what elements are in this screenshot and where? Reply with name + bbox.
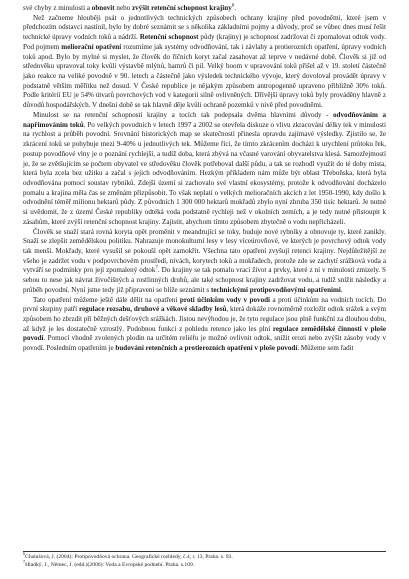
bold-term: zvýšit retenční schopnost krajiny	[131, 4, 232, 12]
paragraph-drainage-straightening	[23, 111, 386, 228]
footnote-number: 6	[23, 551, 26, 557]
footnote	[23, 553, 386, 561]
text-run: . Do krajiny se tak pomalu vrací život a prvky, které z ní v minulosti zmizely. S sebou to nese jak návrat živočišných a rostlinných druhů, ale také schopnost krajiny zadržovat vodu, a tudíž snížit následky a průběh povodní. Nyní jsme tedy již připraveni se blíže seznámit s	[23, 266, 386, 294]
bold-term: obnovit	[91, 4, 115, 12]
text-run: své chyby z minulosti a	[23, 4, 92, 12]
text-run: .	[234, 4, 237, 12]
bold-term: odvodňováním a napřimováním toků	[23, 110, 387, 129]
bold-term: meliorační opatření	[61, 42, 122, 51]
paragraph-restoration-measures	[23, 228, 386, 296]
text-run: . Pomocí vhodně zvolených plodin na určitém reliéfu je možné ovlivnit odtok, snížit erozi nebo zvýšit zásoby vody v povodí. Posledním opatřením je	[23, 334, 386, 353]
text-run: , která dokáže rovnoměrně rozložit odtok srážek a svým způsobem ho zbrzdit při běžných dešťových srážkách. Jistou nevýhodou je, že tyto regulace jsou plně funkční za dlouhou dobu, až když je les dostatečně vzrostlý. Podobnou funkci z pohledu retence jako les plní	[23, 305, 386, 333]
footnotes	[23, 551, 386, 569]
bold-term: proti účinkům vody v povodí	[179, 295, 271, 304]
footnote-text: Chalušová, J. (2004): Protipovodňová ochrana. Geografické rozhledy, č.4, r. 13, Praha. s. 93.	[25, 554, 233, 560]
bold-term: regulace zemědělské činnosti v ploše povodí	[23, 324, 386, 343]
bold-term: regulace rozsahu, druhové a věkové skladby lesů	[79, 305, 227, 314]
text-run: a proti účinkům na vodních tocích. Do první skupiny patří	[23, 295, 386, 314]
text-run: Tato opatření můžeme ještě dále dělit na opatření	[33, 295, 180, 304]
paragraph-retention-definitions	[23, 14, 386, 111]
text-run: . Po velkých povodních v letech 1997 a 2002 se otevřela diskuze o vlivu zkracování délky tek v minulosti na rychlost a průběh povodní. Srovnání historických map se skutečností přinesla opravdu zajímavé výsledky. Zjistilo se, že zkrácení toků se pohybuje mezi 9-40% u jednotlivých tek. Můžeme říci, že tímto zkrácením docházi k urychlení průtoku řek, postup povodňové vlny je o poznání rychlejší, a tudíž doba, která zbývá na včasné varování obyvatelstva klesá. Samozřejmostí je, že se zvětšujícím se počtem obyvatel ve středověku člověk potřeboval další půdu, a tak se rozhodl využít do té doby místa, která byla zcela bez užitku a začal s jejich odvodňováním. Hezkým příkladem nám může být oblast Třeboňska, která byla odvodňována pomocí soustav rybníků. Zdejší území si zachovalo své vlastní ekosystémy, protože k odvodňování docházelo pomalu a krajina měla čas se změnám přizpůsobit. To však neplatí o velkých melioračních akcích z let 1950-1990, kdy došlo k odvodnění téměř milionu hektarů půdy. Z původních 1 300 000 hektarů mokřadů zbylo nyní zhruba 350 tisíc hektarů. Je nutné si uvědomit, že z území České republiky odtéká voda podstatně rychleji než v okolních zemích, a je tedy nutné přistoupit k zásahům, které zvýší retenční schopnost krajiny. Zajistit, abychom tímto způsobem zbytečně o vodu nepřicházeli.	[23, 120, 386, 226]
bold-term: budování retenčních a protierozních opatření v ploše povodí	[115, 344, 298, 353]
bold-term: technickými protipovodňovými opatřeními	[210, 285, 341, 294]
paragraph-catchment-measures	[23, 296, 386, 354]
footnote-number: 7	[23, 559, 26, 565]
paragraph-intro-end	[23, 4, 386, 14]
footnote-text: Hladký, J., Němec, J. (edd.)(2006): Voda a Evropské podnebí. Praha. s.109.	[25, 562, 195, 569]
bold-term: Retenční schopnost	[139, 33, 199, 42]
text-run: Minulost se na retenční schopnosti krajiny a tocích tak podepsala dvěma hlavními důvody -	[33, 110, 333, 119]
footnote-ref: 6	[231, 3, 235, 9]
footnote	[23, 561, 386, 569]
text-run: Člověk se snaží stará rovná koryta opět proměnit v meandrující se toky, buduje nové rybníky a obnovuje ty, které zanikly. Snaží se zlepšit zemědělskou politiku. Nahrazuje monokulturní lesy v lesy víceúrovňové, ve kterých je povrchový odtok vody tak menší. Mokřady, které vysušil se pokouší opět zamokřit. Všechna tato opatření zvyšují retenci krajiny. Nejdůležitější ze všeho je zadržet vodu v podpovrchovém prostředí, nivách, korytech toků a mokřadech, protože zde se zachytí srážková voda a vytváří se podmínky pro její zpomalený odtok	[23, 227, 386, 275]
text-run: nebo	[114, 4, 132, 12]
text-run: . Můžeme sem řadit	[297, 344, 354, 353]
footnote-ref: 7	[155, 266, 158, 272]
text-run: rozumíme jak systémy odvodňování, tak i závlahy a protierozních opatření, úpravy vodních toků apod. Bylo by mylné si myslet, že člověk do říčních koryt začal zasahovat až teprve v nedávné době. Člověk si již od středověku upravoval toky kvůli výstavbě mlýnů, hamrů či pil. Velký boom v upravování toků přišel až v 19. století částečně jako reakce na veliké povodně v 90. letech a částečně jako výsledek technického vývoje, který dovoloval provádět úpravy v podstatně větším měřítku než dosud. V České republice je nějakým způsobem antropogenně upraveno přibližně 30% toků. Podle kritérií EU je 54% útvarů povrchových vod v kategorii silně ovlivněných. Dřívější úpravy toků byly prováděny hlavně z důvodů hospodářských. V dnešní době se tak hlavně děje kvůli ochraně pozemků v nivě před povodněmi.	[23, 42, 386, 110]
text-run: půdy (krajiny) je schopnost zadržovat či zpomalovat odtok vody. Pod pojmem	[23, 33, 386, 51]
text-run: .	[340, 285, 343, 294]
text-run: Než začneme hlouběji psát o jednotlivých technických způsobech ochrany krajiny před povodněmi, které jsem v předchozím odstavci nastínil, bylo by dobré seznámit se s několika základními pojmy a důvody, proč se vůbec dnes musí řešit technické úpravy vodních toků a nádrží.	[23, 13, 386, 42]
